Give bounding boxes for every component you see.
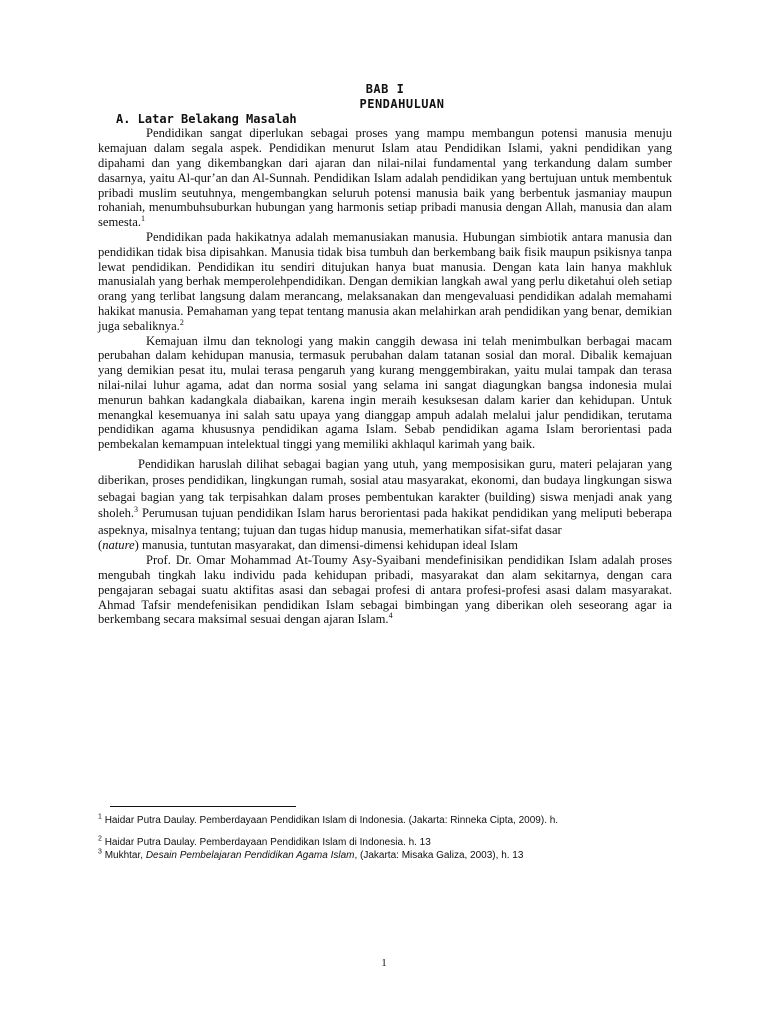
- footnote-text: Haidar Putra Daulay. Pemberdayaan Pendidikan Islam di Indonesia. (Jakarta: Rinneka Cipta, 2009). h.: [104, 815, 559, 826]
- paragraph-text: manusia, tuntutan masyarakat, dan dimensi-dimensi kehidupan ideal Islam: [138, 538, 518, 553]
- page-number: 1: [381, 957, 387, 969]
- chapter-title: PENDAHULUAN: [359, 96, 445, 111]
- chapter-label: BAB I: [365, 82, 405, 96]
- paragraph-text: Pendidikan pada hakikatnya adalah memanusiakan manusia. Hubungan simbiotik antara manusia dan pendidikan tidak bisa dipisahkan. Manusia tidak bisa tumbuh dan berkembang baik fisik maupun psikisnya tanpa lewat pendidikan. Pendidikan itu sendiri ditujukan hanya buat manusia. Dengan kata lain hanya makhluk manusialah yang berhak memperolehpendidikan. Dengan demikian langkah awal yang perlu diketahui oleh setiap orang yang terlibat langsung dalam merancang, melaksanakan dan mengevaluasi pendidikan adalah memahami hakikat manusia. Pemahaman yang tepat tentang manusia akan melahirkan arah pendidikan yang benar, demikian juga sebaliknya.: [98, 229, 672, 333]
- section-heading: A. Latar Belakang Masalah: [116, 111, 297, 126]
- document-body: [98, 82, 672, 627]
- footnote-prefix: Mukhtar,: [104, 850, 146, 861]
- footnote-text: Haidar Putra Daulay. Pemberdayaan Pendidikan Islam di Indonesia. h. 13: [104, 837, 431, 848]
- paragraph-text: Kemajuan ilmu dan teknologi yang makin canggih dewasa ini telah menimbulkan berbagai macam perubahan dalam kehidupan manusia, termasuk perubahan dalam tatanan sosial dan moral. Dibalik kemajuan yang demikian pesat itu, mulai terasa pengaruh yang kurang menggembirakan, yaitu mulai tampak dan terasa nilai-nilai luhur agama, adat dan norma sosial yang selama ini sangat diagungkan bangsa indonesia mulai menurun bahkan kadangkala diabaikan, karena ingin meraih kesuksesan dalam karier dan kehidupan. Untuk menangkal kesemuanya ini salah satu upaya yang dianggap ampuh adalah melalui jalur pendidikan, terutama pendidikan agama khususnya pendidikan agama Islam. Sebab pendidikan agama Islam berorientasi pada pembekalan kemampuan intelektual tinggi yang memiliki akhlaqul karimah yang baik.: [98, 333, 672, 452]
- footnote-number: 3: [98, 848, 102, 856]
- footnote-text: , (Jakarta: Misaka Galiza, 2003), h. 13: [354, 850, 524, 861]
- footnote-ref: 2: [179, 317, 184, 327]
- paragraph-1: [98, 126, 672, 230]
- footnote-divider: [110, 806, 296, 807]
- paragraph-5: (nature) manusia, tuntutan masyarakat, dan dimensi-dimensi kehidupan ideal Islam: [98, 538, 518, 553]
- paragraph-6: [98, 553, 672, 627]
- footnote-2: [98, 836, 698, 849]
- paragraph-4: [98, 456, 672, 539]
- footnote-number: 1: [98, 813, 102, 821]
- paragraph-3: [98, 334, 672, 452]
- italic-term: nature: [102, 538, 135, 553]
- paragraph-text: Pendidikan haruslah dilihat sebagai bagian yang utuh, yang memposisikan guru, materi pelajaran yang diberikan, proses pendidikan, lingkungan rumah, sosial atau masyarakat, ekonomi, dan budaya lingkungan siswa sebagai bagian yang tak terpisahkan dalam proses pembentukan karakter (building) siswa menjadi anak yang sholeh.: [98, 456, 672, 521]
- paragraph-text-continued: Perumusan tujuan pendidikan Islam harus berorientasi pada hakikat pendidikan yang meliputi beberapa aspeknya, misalnya tentang; tujuan dan tugas hidup manusia, memerhatikan sifat-sifat dasar: [98, 506, 672, 537]
- footnote-1: [98, 814, 698, 827]
- footnote-ref: 3: [134, 505, 139, 515]
- footnote-number: 2: [98, 835, 102, 843]
- footnote-3: [98, 849, 698, 862]
- footnotes: [98, 814, 698, 862]
- paragraph-text: Pendidikan sangat diperlukan sebagai proses yang mampu membangun potensi manusia menuju kemajuan dalam segala aspek. Pendidikan menurut Islam atau Pendidikan Islami, yakni pendidikan yang dipahami dan yang dikembangkan dari ajaran dan nilai-nilai fundamental yang terkandung dalam sumber dasarnya, yaitu Al-qur’an dan Al-Sunnah. Pendidikan Islam adalah pendidikan yang bertujuan untuk membentuk pribadi muslim seutuhnya, mengembangkan seluruh potensi manusia baik yang berbentuk jasmaniay maupun rohaniah, menumbuhsuburkan hubungan yang harmonis setiap pribadi manusia dengan Allah, manusia dan alam semesta.: [98, 126, 672, 230]
- paragraph-2: [98, 230, 672, 334]
- footnote-ref: 4: [388, 611, 393, 621]
- paragraph-text: Prof. Dr. Omar Mohammad At-Toumy Asy-Syaibani mendefinisikan pendidikan Islam adalah proses mengubah tingkah laku individu pada kehidupan pribadi, masyarakat dan alam sekitarnya, dengan cara pengajaran sebagai suatu aktifitas asasi dan sebagai profesi di antara profesi-profesi asasi dalam masyarakat. Ahmad Tafsir mendefenisikan pendidikan Islam sebagai bimbingan yang diberikan oleh seseorang agar ia berkembang secara maksimal sesuai dengan ajaran Islam.: [98, 553, 672, 627]
- footnote-title: Desain Pembelajaran Pendidikan Agama Islam: [145, 850, 355, 861]
- footnote-ref: 1: [141, 213, 146, 223]
